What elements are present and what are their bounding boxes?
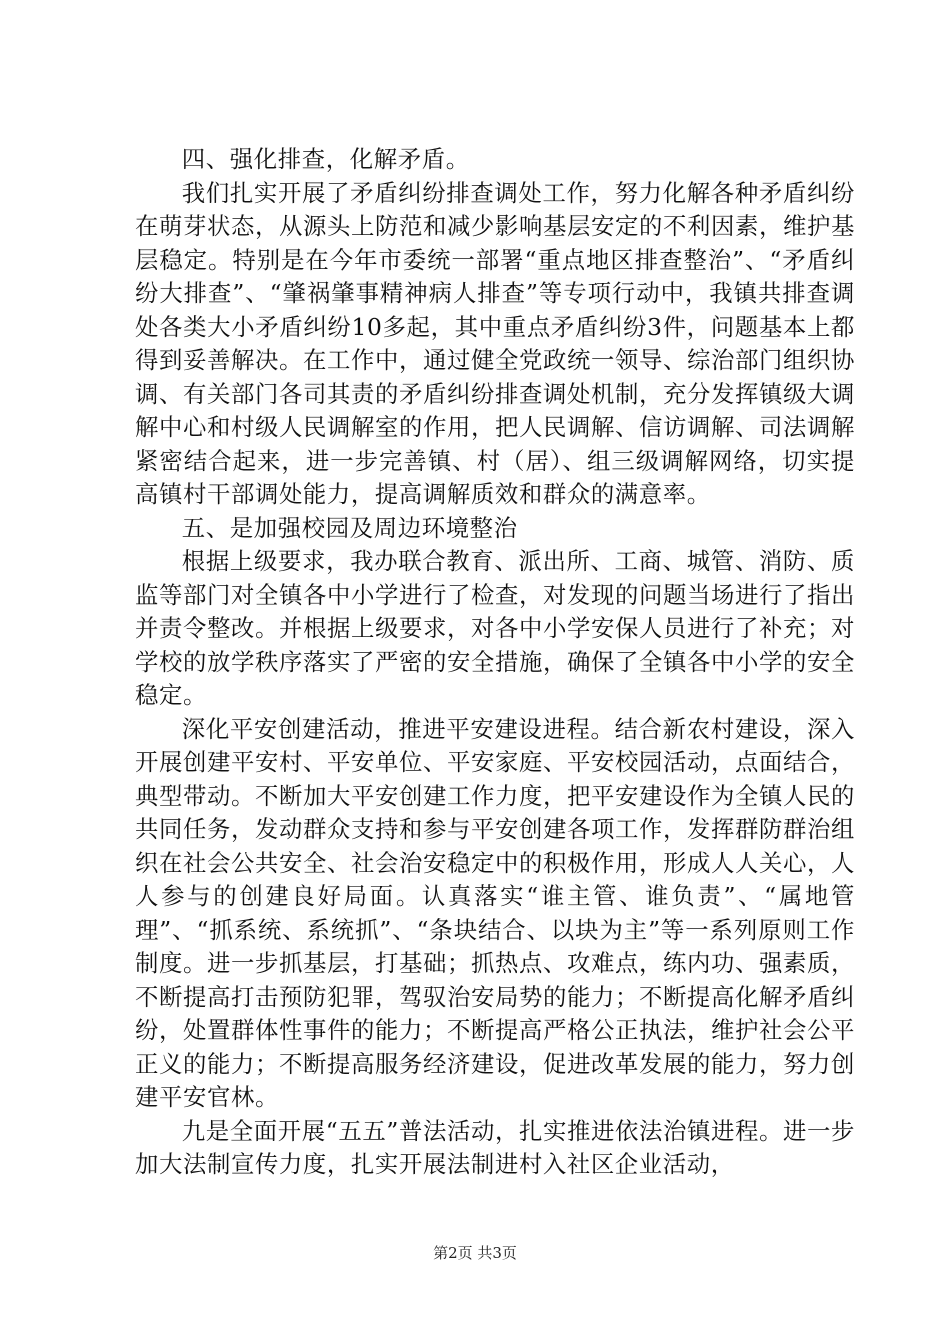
page-footer: [0, 1242, 950, 1263]
paragraph-legal-education: 九是全面开展“五五”普法活动，扎实推进依法治镇进程。进一步加大法制宣传力度，扎实开展法制进村入社区企业活动，: [135, 1116, 855, 1178]
paragraph-safety-building: 深化平安创建活动，推进平安建设进程。结合新农村建设，深入开展创建平安村、平安单位、平安家庭、平安校园活动，点面结合，典型带动。不断加大平安创建工作力度，把平安建设作为全镇人民的共同任务，发动群众支持和参与平安创建各项工作，发挥群防群治组织在社会公共安全、社会治安稳定中的积极作用，形成人人关心，人人参与的创建良好局面。认真落实“谁主管、谁负责”、“属地管理”、“抓系统、系统抓”、“条块结合、以块为主”等一系列原则工作制度。进一步抓基层，打基础；抓热点、攻难点，练内功、强素质，不断提高打击预防犯罪，驾驭治安局势的能力；不断提高化解矛盾纠纷，处置群体性事件的能力；不断提高严格公正执法，维护社会公平正义的能力；不断提高服务经济建设，促进改革发展的能力，努力创建平安官林。: [135, 714, 855, 1111]
paragraph-dispute-resolution: 我们扎实开展了矛盾纠纷排查调处工作，努力化解各种矛盾纠纷在萌芽状态，从源头上防范和减少影响基层安定的不利因素，维护基层稳定。特别是在今年市委统一部署“重点地区排查整治”、“矛盾纠纷大排查”、“肇祸肇事精神病人排查”等专项行动中，我镇共排查调处各类大小矛盾纠纷10多起，其中重点矛盾纠纷3件，问题基本上都得到妥善解决。在工作中，通过健全党政统一领导、综治部门组织协调、有关部门各司其责的矛盾纠纷排查调处机制，充分发挥镇级大调解中心和村级人民调解室的作用，把人民调解、信访调解、司法调解紧密结合起来，进一步完善镇、村（居）、组三级调解网络，切实提高镇村干部调处能力，提高调解质效和群众的满意率。: [135, 178, 855, 508]
page-number-label: 第2页 共3页: [433, 1244, 517, 1262]
document-body: [135, 143, 855, 1182]
section-heading-4: 四、强化排查，化解矛盾。: [181, 145, 470, 173]
paragraph-school-safety: 根据上级要求，我办联合教育、派出所、工商、城管、消防、质监等部门对全镇各中小学进行了检查，对发现的问题当场进行了指出并责令整改。并根据上级要求，对各中小学安保人员进行了补充；对学校的放学秩序落实了严密的安全措施，确保了全镇各中小学的安全稳定。: [135, 547, 855, 709]
section-heading-5: 五、是加强校园及周边环境整治: [181, 513, 518, 542]
